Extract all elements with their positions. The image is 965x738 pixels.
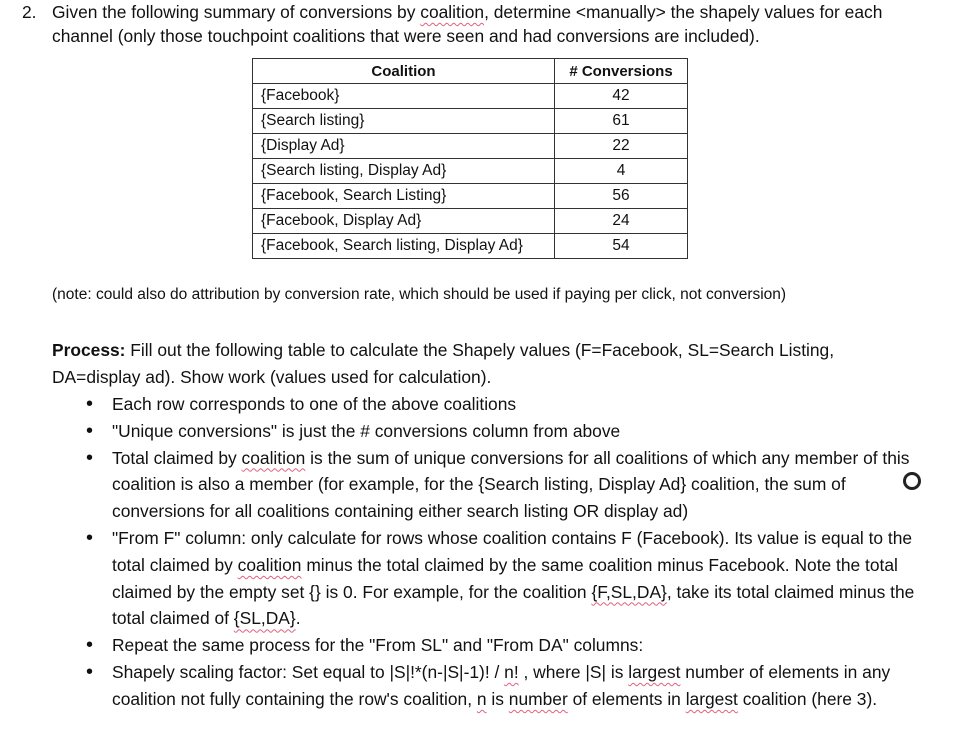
header-conversions: # Conversions [555, 59, 688, 84]
question-text-part: Given the following summary of conversions by [52, 2, 421, 22]
coalition-cell: {Display Ad} [253, 134, 555, 159]
list-item-text: minus the total claimed by the same coalition minus Facebook. Note the total claimed by the empty set {} is 0. For example, for the coalition [112, 554, 898, 602]
note-text: (note: could also do attribution by conversion rate, which should be used if paying per click, not conversion) [52, 286, 787, 303]
table-row [253, 209, 688, 234]
table-row [253, 184, 688, 209]
list-item-text: Shapely scaling factor: Set equal to |S|!*(n-|S|-1)! / [112, 661, 505, 682]
coalition-cell: {Facebook, Search Listing} [253, 184, 555, 209]
list-item [52, 632, 922, 659]
coalition-cell: {Search listing, Display Ad} [253, 159, 555, 184]
table-row [253, 234, 688, 259]
list-item [52, 525, 922, 632]
conversions-cell: 24 [555, 209, 688, 234]
spellcheck-word: n [476, 688, 487, 709]
list-item-text: , take its total claimed minus the total claimed of [112, 581, 915, 629]
instructions-list [52, 391, 922, 713]
coalition-cell: {Facebook, Display Ad} [253, 209, 555, 234]
conversions-cell: 42 [555, 84, 688, 109]
coalition-cell: {Search listing} [253, 109, 555, 134]
list-item [52, 418, 922, 445]
list-item-text: "Unique conversions" is just the # conversions column from above [112, 420, 621, 441]
conversions-cell: 61 [555, 109, 688, 134]
question-number: 2. [22, 2, 37, 22]
coalition-cell: {Facebook} [253, 84, 555, 109]
list-item [52, 391, 922, 418]
list-item [52, 659, 922, 713]
spellcheck-word: n! [504, 661, 519, 682]
list-item-text: "From F" column: only calculate for rows whose coalition contains F (Facebook). Its value is equal to the total claimed by [112, 527, 913, 575]
process-paragraph [52, 337, 912, 391]
spellcheck-word: number [508, 688, 568, 709]
header-coalition: Coalition [253, 59, 555, 84]
list-item-text: Repeat the same process for the "From SL" and "From DA" columns: [112, 635, 644, 656]
list-item-text: number of elements in any coalition not fully containing the row's coalition, [112, 661, 891, 709]
list-item [52, 445, 922, 525]
spellcheck-word: largest [685, 688, 738, 709]
spellcheck-word: {F,SL,DA} [591, 581, 667, 602]
question-text [52, 0, 932, 48]
list-item-text: . [295, 608, 301, 629]
spellcheck-word: coalition [420, 2, 485, 22]
table-header-row [253, 59, 688, 84]
list-item-text: is [486, 688, 509, 709]
list-item-text: Total claimed by [112, 447, 242, 468]
conversions-cell: 56 [555, 184, 688, 209]
conversions-cell: 4 [555, 159, 688, 184]
mouse-cursor-icon [903, 472, 921, 490]
spellcheck-word: {SL,DA} [233, 608, 296, 629]
spellcheck-word: coalition [237, 554, 302, 575]
process-text: Fill out the following table to calculate the Shapely values (F=Facebook, SL=Search Listing, DA=display ad). Show work (values used for calculation). [52, 340, 835, 387]
conversions-cell: 22 [555, 134, 688, 159]
list-item-text: is the sum of unique conversions for all coalitions of which any member of this coalition is also a member (for example, for the {Search listing, Display Ad} coalition, the sum of conversions for all coalitions containing either search listing OR display ad) [112, 447, 910, 522]
spellcheck-word: coalition [241, 447, 306, 468]
conversions-cell: 54 [555, 234, 688, 259]
spellcheck-word: largest [628, 661, 681, 682]
question-text-part: , determine <manually> the shapely values for each channel (only those touchpoint coalitions that were seen and had conversions are included). [52, 2, 883, 46]
conversions-table [252, 58, 688, 259]
process-label: Process: [52, 340, 126, 360]
coalition-cell: {Facebook, Search listing, Display Ad} [253, 234, 555, 259]
table-row [253, 84, 688, 109]
table-row [253, 109, 688, 134]
list-item-text: of elements in [567, 688, 686, 709]
list-item-text: coalition (here 3). [737, 688, 878, 709]
table-row [253, 159, 688, 184]
list-item-text: , where |S| is [518, 661, 629, 682]
table-row [253, 134, 688, 159]
list-item-text: Each row corresponds to one of the above coalitions [112, 394, 517, 414]
